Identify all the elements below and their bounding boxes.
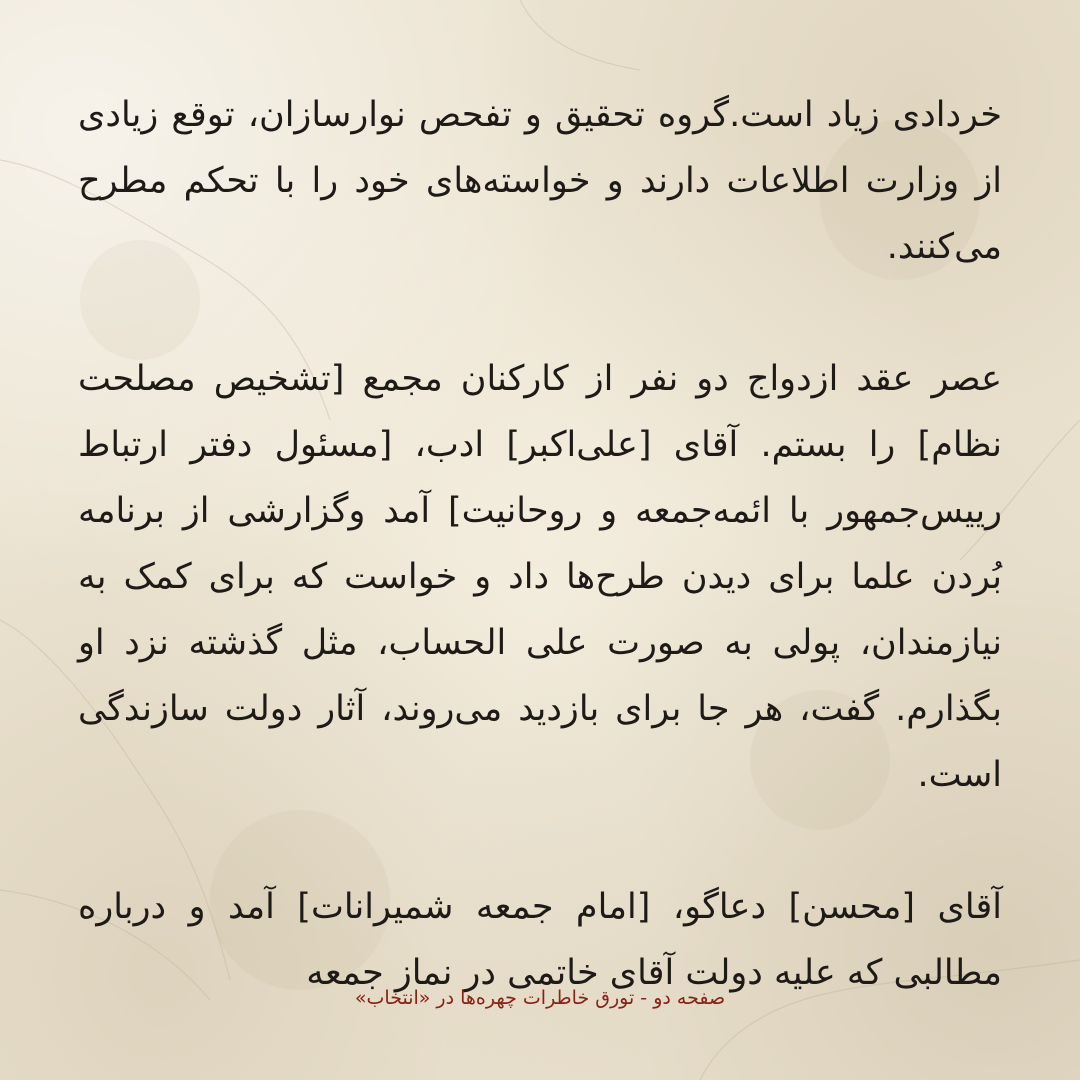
footer-caption: صفحه دو - تورق خاطرات چهره‌ها در «انتخاب» [354, 987, 726, 1009]
page-text [78, 82, 1002, 1006]
paragraph-3: آقای [محسن] دعاگو، [امام جمعه شمیرانات] آمد و درباره مطالبی که علیه دولت آقای خاتمی در نماز جمعه [78, 887, 1002, 993]
paragraph-2: عصر عقد ازدواج دو نفر از کارکنان مجمع [تشخیص مصلحت نظام] را بستم. آقای [علی‌اکبر] ادب، [مسئول دفتر ارتباط رییس‌جمهور با ائمه‌جمعه و روحانیت] آمد وگزارشی از برنامه بُردن علما برای دیدن طرح‌ها داد و خواست که برای کمک به نیازمندان، پولی به صورت علی الحساب، مثل گذشته نزد او بگذارم. گفت، هر جا برای بازدید می‌روند، آثار دولت سازندگی است. [78, 359, 1002, 795]
paragraph-1: خردادی زیاد است.گروه تحقیق و تفحص نوارسازان، توقع زیادی از وزارت اطلاعات دارند و خواسته‌های خود را با تحکم مطرح می‌کنند. [78, 95, 1002, 267]
